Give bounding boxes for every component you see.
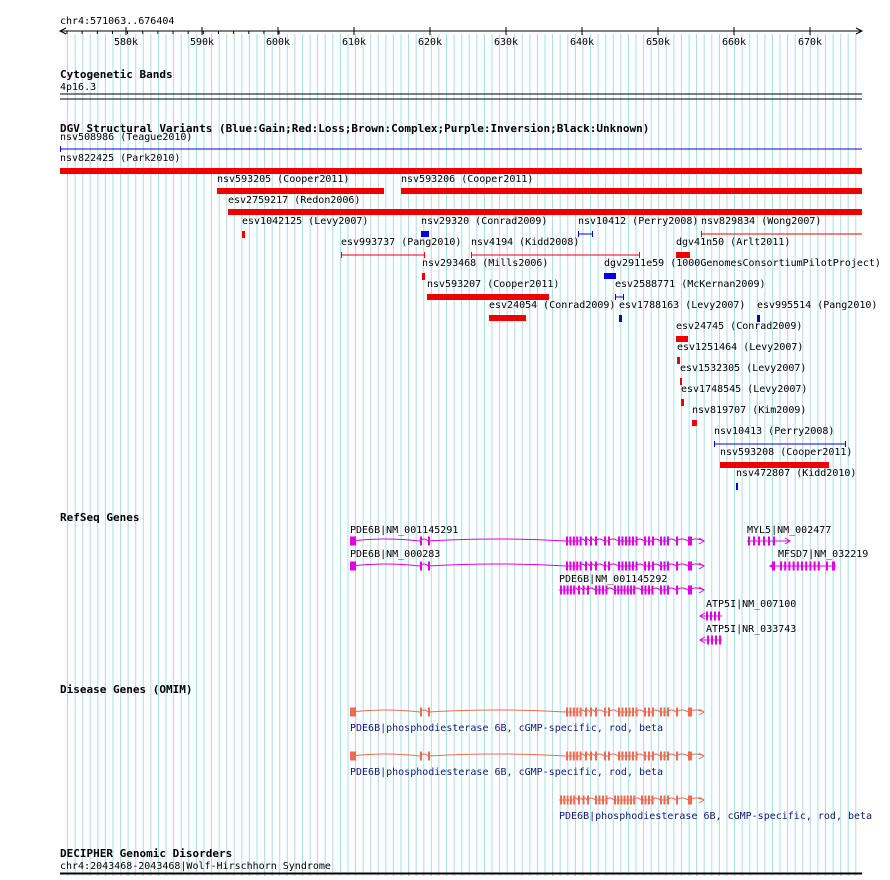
omim-track <box>60 683 872 822</box>
ruler-tick-670k <box>798 27 822 48</box>
dgv-variant-esv1042125[interactable] <box>242 216 368 238</box>
decipher-title: DECIPHER Genomic Disorders <box>60 847 233 860</box>
refseq-gene-myl5[interactable] <box>747 525 831 546</box>
dgv-variant-esv1788163[interactable] <box>619 300 745 322</box>
gene-label[interactable]: MFSD7|NM_032219 <box>778 549 869 560</box>
ruler-tick-620k <box>418 27 442 48</box>
ruler-tick-label: 660k <box>722 37 747 48</box>
variant-label[interactable]: nsv593206 (Cooper2011) <box>401 174 534 185</box>
ruler-tick-600k <box>266 27 290 48</box>
ruler-ticks <box>67 27 822 48</box>
variant-label[interactable]: esv1532305 (Levy2007) <box>680 363 807 374</box>
omim-gene-label[interactable]: PDE6B|phosphodiesterase 6B, cGMP-specific, rod, beta <box>559 811 873 822</box>
ruler-tick-label: 590k <box>190 37 215 48</box>
variant-label[interactable]: esv1788163 (Levy2007) <box>619 300 746 311</box>
variant-label[interactable]: nsv508986 (Teague2010) <box>60 132 193 143</box>
variant-label[interactable]: esv995514 (Pang2010) <box>757 300 878 311</box>
ruler-tick-label: 580k <box>114 37 139 48</box>
refseq-gene-mfsd7[interactable] <box>770 549 868 571</box>
variant-label[interactable]: nsv10412 (Perry2008) <box>578 216 699 227</box>
dgv-variant-nsv593208[interactable] <box>720 447 852 468</box>
dgv-variant-esv2588771[interactable] <box>615 279 766 300</box>
dgv-variant-esv1748545[interactable] <box>681 384 807 406</box>
gene-label[interactable]: MYL5|NM_002477 <box>747 525 832 536</box>
variant-label[interactable]: dgv2911e59 (1000GenomesConsortiumPilotProject) <box>604 258 881 269</box>
variant-label[interactable]: esv1251464 (Levy2007) <box>677 342 804 353</box>
ruler-tick-label: 610k <box>342 37 367 48</box>
dgv-variant-nsv10412[interactable] <box>578 216 698 237</box>
variant-label[interactable]: dgv41n50 (Arlt2011) <box>676 237 791 248</box>
decipher-item-label[interactable]: chr4:2043468-2043468|Wolf-Hirschhorn Syndrome <box>60 861 331 872</box>
dgv-variant-esv24745[interactable] <box>676 321 802 342</box>
ruler-tick-label: 600k <box>266 37 291 48</box>
dgv-variant-dgv41n50[interactable] <box>676 237 790 258</box>
cytogenetic-title: Cytogenetic Bands <box>60 68 173 81</box>
cytoband-label[interactable]: 4p16.3 <box>60 82 97 93</box>
gene-label[interactable]: PDE6B|NM_001145291 <box>350 525 459 536</box>
ruler-tick-label: 670k <box>798 37 823 48</box>
refseq-gene-atp5i-2[interactable] <box>700 624 796 645</box>
variant-label[interactable]: esv24054 (Conrad2009) <box>489 300 616 311</box>
ruler-tick-610k <box>342 27 366 48</box>
variant-label[interactable]: nsv29320 (Conrad2009) <box>421 216 548 227</box>
gene-label[interactable]: ATP5I|NR_033743 <box>706 624 797 635</box>
refseq-gene-atp5i-1[interactable] <box>700 599 796 621</box>
dgv-variant-nsv819707[interactable] <box>692 405 806 426</box>
omim-gene-label[interactable]: PDE6B|phosphodiesterase 6B, cGMP-specific, rod, beta <box>350 767 664 778</box>
omim-title: Disease Genes (OMIM) <box>60 683 193 696</box>
dgv-variant-nsv829834[interactable] <box>701 216 862 237</box>
dgv-variant-nsv593207[interactable] <box>427 279 559 300</box>
ruler-tick-label: 650k <box>646 37 671 48</box>
ruler-tick-label: 640k <box>570 37 595 48</box>
variant-label[interactable]: esv2759217 (Redon2006) <box>228 195 361 206</box>
dgv-variant-nsv472807[interactable] <box>736 468 856 490</box>
refseq-title: RefSeq Genes <box>60 511 140 524</box>
ruler-track <box>60 16 862 48</box>
dgv-variant-esv993737[interactable] <box>341 237 461 258</box>
variant-label[interactable]: esv1042125 (Levy2007) <box>242 216 369 227</box>
variant-label[interactable]: nsv829834 (Wong2007) <box>701 216 822 227</box>
ruler-tick-640k <box>570 27 594 48</box>
ruler-tick-630k <box>494 27 518 48</box>
variant-label[interactable]: nsv593208 (Cooper2011) <box>720 447 853 458</box>
omim-gene-label[interactable]: PDE6B|phosphodiesterase 6B, cGMP-specific, rod, beta <box>350 723 664 734</box>
variant-label[interactable]: nsv472807 (Kidd2010) <box>736 468 857 479</box>
dgv-track <box>60 122 881 490</box>
variant-label[interactable]: esv24745 (Conrad2009) <box>676 321 803 332</box>
dgv-variants <box>60 132 881 490</box>
ruler-tick-660k <box>722 27 746 48</box>
variant-label[interactable]: esv2588771 (McKernan2009) <box>615 279 766 290</box>
refseq-genes <box>350 525 868 645</box>
gene-label[interactable]: PDE6B|NM_001145292 <box>559 574 668 585</box>
ruler-tick-label: 630k <box>494 37 519 48</box>
variant-label[interactable]: nsv822425 (Park2010) <box>60 153 181 164</box>
dgv-variant-esv995514[interactable] <box>757 300 877 322</box>
variant-label[interactable]: esv993737 (Pang2010) <box>341 237 462 248</box>
ruler-tick-590k <box>190 27 214 48</box>
refseq-gene-pde6b-3[interactable] <box>559 574 704 595</box>
ruler-tick-580k <box>114 27 138 48</box>
ruler-tick-label: 620k <box>418 37 443 48</box>
omim-genes <box>350 708 872 823</box>
variant-label[interactable]: nsv4194 (Kidd2008) <box>471 237 580 248</box>
dgv-variant-nsv593205[interactable] <box>217 174 384 194</box>
ruler-tick-650k <box>646 27 670 48</box>
variant-label[interactable]: nsv593205 (Cooper2011) <box>217 174 350 185</box>
dgv-variant-nsv593206[interactable] <box>401 174 862 194</box>
variant-label[interactable]: nsv819707 (Kim2009) <box>692 405 807 416</box>
gene-label[interactable]: PDE6B|NM_000283 <box>350 549 441 560</box>
variant-label[interactable]: esv1748545 (Levy2007) <box>681 384 808 395</box>
dgv-variant-esv1251464[interactable] <box>677 342 803 364</box>
dgv-variant-nsv10413[interactable] <box>714 426 846 447</box>
variant-label[interactable]: nsv10413 (Perry2008) <box>714 426 835 437</box>
variant-label[interactable]: nsv593207 (Cooper2011) <box>427 279 560 290</box>
ruler-range-label: chr4:571063..676404 <box>60 16 175 27</box>
gene-label[interactable]: ATP5I|NM_007100 <box>706 599 797 610</box>
dgv-variant-nsv4194[interactable] <box>471 237 640 258</box>
dgv-title: DGV Structural Variants (Blue:Gain;Red:Loss;Brown:Complex;Purple:Inversion;Black:Unknown) <box>60 122 650 135</box>
variant-label[interactable]: nsv293468 (Mills2006) <box>422 258 549 269</box>
